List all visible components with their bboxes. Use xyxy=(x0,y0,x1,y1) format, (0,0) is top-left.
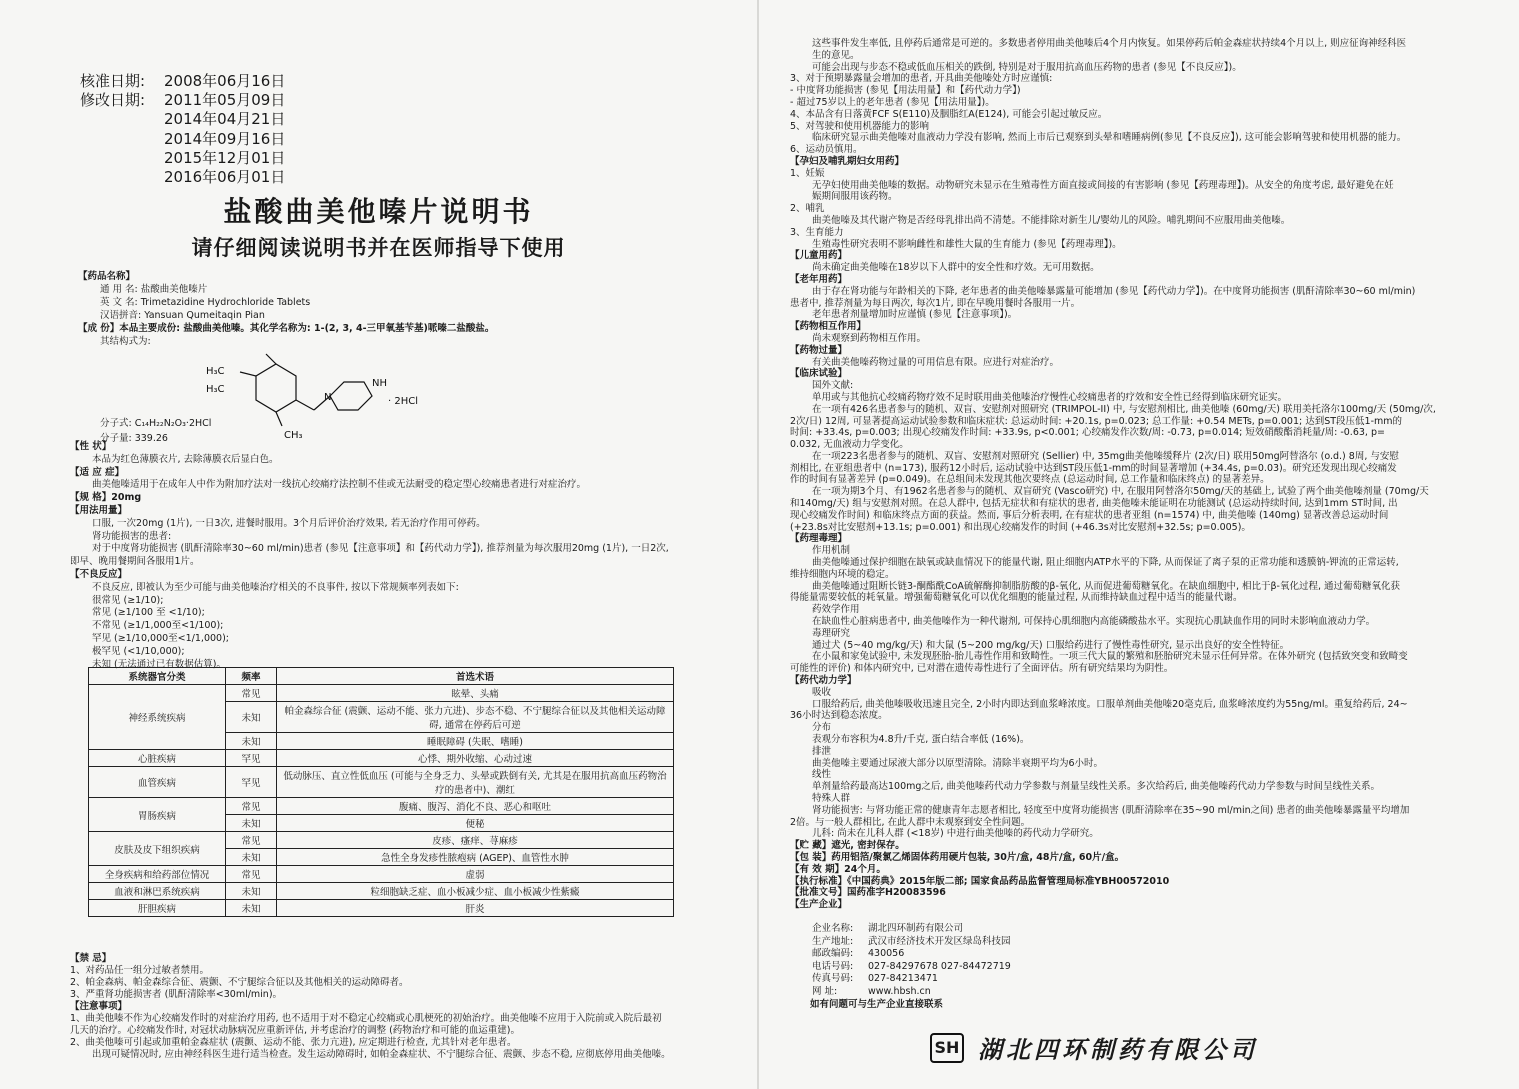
section-heading: 【禁 忌】 xyxy=(70,953,112,964)
date-value: 2014年04月21日 xyxy=(164,110,286,129)
text-line: 药效学作用 xyxy=(812,604,860,616)
text-line: 6、运动员慎用。 xyxy=(790,144,863,156)
table-row xyxy=(89,798,674,815)
preferred-term-cell: 眩晕、头痛 xyxy=(277,685,674,702)
organ-class-cell: 神经系统疾病 xyxy=(89,685,226,750)
text-line: 肾功能损害: 与肾功能正常的健康青年志愿者相比, 轻度至中度肾功能损害 (肌酐清除率在35~90 ml/min之间) 患者的曲美他嗪暴露量平均增加 xyxy=(812,804,1410,816)
frequency-cell: 常见 xyxy=(226,798,277,815)
date-label xyxy=(80,130,164,149)
section-heading: 【药品名称】 xyxy=(78,271,136,282)
section-heading: 【老年用药】 xyxy=(790,273,848,285)
text-line: 其结构式为: xyxy=(100,336,151,347)
text-line: 儿科: 尚未在儿科人群 (<18岁) 中进行曲美他嗪的药代动力学研究。 xyxy=(812,828,1099,840)
text-line: 毒理研究 xyxy=(812,627,851,639)
preferred-term-cell: 粒细胞缺乏症、血小板减少症、血小板减少性紫癜 xyxy=(277,883,674,900)
company-info-label: 传真号码: xyxy=(812,973,854,985)
text-line: 口服, 一次20mg (1片), 一日3次, 进餐时服用。3个月后评价治疗效果, 若无治疗作用可停药。 xyxy=(92,517,486,529)
date-row xyxy=(80,72,285,91)
company-info-row xyxy=(812,961,1011,974)
date-label xyxy=(80,168,164,187)
section-heading: 【性 状】 xyxy=(70,441,112,452)
section-heading: 【用法用量】 xyxy=(70,504,128,516)
page-fold xyxy=(757,0,759,1089)
contraindications-section xyxy=(70,953,671,1061)
text-line: 在一项为期3个月、有1962名患者参与的随机、双盲研究 (Vasco研究) 中, 在服用阿替洛尔50mg/天的基础上, 试验了两个曲美他嗪剂量 (70mg/天 xyxy=(812,486,1429,498)
text-line: 曲美他嗪主要通过尿液大部分以原型清除。清除半衰期平均为6小时。 xyxy=(812,757,1104,769)
section-heading: 【执行标准】《中国药典》2015年版二部; 国家食品药品监督管理局标准YBH00572010 xyxy=(790,875,1170,887)
company-info-value: 湖北四环制药有限公司 xyxy=(868,923,964,934)
section-heading: 【孕妇及哺乳期妇女用药】 xyxy=(790,155,905,167)
text-line: 通 用 名: 盐酸曲美他嗪片 xyxy=(100,284,208,295)
text-line: 36小时达到稳态浓度。 xyxy=(790,710,888,722)
text-line: 由于存在肾功能与年龄相关的下降, 老年患者的曲美他嗪暴露量可能增加 (参见【药代动力学】)。在中度肾功能损害 (肌酐清除率30~60 ml/min) xyxy=(812,285,1416,297)
structural-formula xyxy=(196,352,436,442)
text-line: 患者中, 推荐剂量为每日两次, 每次1片, 即在早晚用餐时各服用一片。 xyxy=(790,297,1081,309)
section-heading: 【生产企业】 xyxy=(790,899,848,911)
text-line: 得能量需要较低的耗氧量。增强葡萄糖氧化可以优化细胞的能量过程, 从而维持缺血过程中适当的能量代谢。 xyxy=(790,592,1243,604)
text-line: 即早、晚用餐期间各服用1片。 xyxy=(70,556,200,568)
section-heading: 【不良反应】 xyxy=(70,568,128,580)
company-logo-mark: SH xyxy=(930,1033,964,1063)
text-line: 1、对药品任一组分过敏者禁用。 xyxy=(70,965,210,976)
text-line: 不常见 (≥1/1,000至<1/100); xyxy=(92,620,224,632)
section-heading: 【药代动力学】 xyxy=(790,675,857,687)
date-label: 核准日期: xyxy=(80,72,146,90)
text-line: 剂相比, 在亚组患者中 (n=173), 服药12小时后, 运动试验中达到ST段压低1-mm的时间显著增加 (+34.4s, p=0.03)。研究还发现出现心绞痛发 xyxy=(790,462,1397,474)
organ-class-cell: 胃肠疾病 xyxy=(89,798,226,832)
text-line: 生殖毒性研究表明不影响雌性和雄性大鼠的生育能力 (参见【药理毒理】)。 xyxy=(812,238,1122,250)
section-heading: 【有 效 期】24个月。 xyxy=(790,863,886,875)
text-line: 3、对于预期暴露量会增加的患者, 开具曲美他嗪处方时应谨慎: xyxy=(790,73,1053,85)
text-line: 现心绞痛发作时间) 和临床终点方面的获益。然而, 事后分析表明, 在有症状的患者亚组 (n=1574) 中, 曲美他嗪 (140mg) 显著改善总运动时间 xyxy=(790,509,1389,521)
company-info-row xyxy=(812,973,1011,986)
text-line: 汉语拼音: Yansuan Qumeitaqin Pian xyxy=(100,310,265,321)
text-line: 排泄 xyxy=(812,745,832,757)
text-line: 极罕见 (<1/10,000); xyxy=(92,645,185,657)
adverse-reactions-table xyxy=(88,667,674,917)
organ-class-cell: 心脏疾病 xyxy=(89,750,226,767)
section-heading: 【药理毒理】 xyxy=(790,533,848,545)
text-line: 3、严重肾功能损害者 (肌酐清除率<30ml/min)。 xyxy=(70,989,283,1000)
text-line: 常见 (≥1/100 至 <1/10); xyxy=(92,607,205,619)
text-line: 这些事件发生率低, 且停药后通常是可逆的。多数患者停用曲美他嗪后4个月内恢复。如果停药后帕金森症状持续4个月以上, 则应征询神经科医 xyxy=(812,38,1407,49)
text-line: 曲美他嗪通过阻断长链3-酮酯酰CoA硫解酶抑制脂肪酸的β-氧化, 从而促进葡萄糖氧化。在缺血细胞中, 相比于β-氧化过程, 通过葡萄糖氧化获 xyxy=(812,580,1401,592)
date-value: 2011年05月09日 xyxy=(164,91,286,110)
table-row xyxy=(89,750,674,767)
text-line: 本品为红色薄膜衣片, 去除薄膜衣后显白色。 xyxy=(92,453,279,465)
company-info-row xyxy=(812,936,1011,949)
text-line: 作的时间有显著差异 (p=0.049)。在总组间未发现其他次要终点 (总运动时间, 总工作量和临床终点) 的显著差异。 xyxy=(790,474,1270,486)
text-line: 未知 (无法通过已有数据估算)。 xyxy=(92,658,226,670)
organ-class-cell: 血管疾病 xyxy=(89,767,226,798)
text-line: 2、哺乳 xyxy=(790,203,825,215)
preferred-term-cell: 虚弱 xyxy=(277,866,674,883)
organ-class-cell: 血液和淋巴系统疾病 xyxy=(89,883,226,900)
text-line: 1、曲美他嗪不作为心绞痛发作时的对症治疗用药, 也不适用于对不稳定心绞痛或心肌梗死的初始治疗。曲美他嗪不应用于入院前或入院后最初 xyxy=(70,1013,662,1024)
text-line: 曲美他嗪适用于在成年人中作为附加疗法对一线抗心绞痛疗法控制不佳或无法耐受的稳定型心绞痛患者进行对症治疗。 xyxy=(92,479,587,491)
preferred-term-cell: 皮疹、瘙痒、荨麻疹 xyxy=(277,832,674,849)
nitrogen-label: N xyxy=(324,392,332,403)
text-line: 3、生育能力 xyxy=(790,226,844,238)
organ-class-cell: 肝胆疾病 xyxy=(89,900,226,917)
organ-class-cell: 皮肤及皮下组织疾病 xyxy=(89,832,226,866)
frequency-cell: 未知 xyxy=(226,849,277,866)
frequency-cell: 未知 xyxy=(226,702,277,733)
section-heading: 【注意事项】 xyxy=(70,1001,128,1012)
text-line: 临床研究显示曲美他嗪对血液动力学没有影响, 然而上市后已观察到头晕和嗜睡病例(参见【不良反应】), 这可能会影响驾驶和使用机器的能力。 xyxy=(812,132,1407,144)
text-line: (+23.8s对比安慰剂+13.1s; p=0.001) 和出现心绞痛发作的时间 (+46.3s对比安慰剂+32.5s; p=0.005)。 xyxy=(790,521,1251,533)
text-line: 几天的治疗。心绞痛发作时, 对冠状动脉病况应重新评估, 并考虑治疗的调整 (药物治疗和可能的血运重建)。 xyxy=(70,1025,521,1036)
document-subtitle: 请仔细阅读说明书并在医师指导下使用 xyxy=(191,236,566,260)
text-line: 2倍。与一般人群相比, 在此人群中未观察到安全性问题。 xyxy=(790,816,1031,828)
table-header: 系统器官分类 xyxy=(89,668,226,685)
preferred-term-cell: 急性全身发疹性脓疱病 (AGEP)、血管性水肿 xyxy=(277,849,674,866)
company-logo xyxy=(930,1030,1258,1065)
right-text-section xyxy=(790,38,1436,911)
preferred-term-cell: 腹痛、腹泻、消化不良、恶心和呕吐 xyxy=(277,798,674,815)
company-info-label: 邮政编码: xyxy=(812,948,854,960)
preferred-term-cell: 心悸、期外收缩、心动过速 xyxy=(277,750,674,767)
date-label xyxy=(80,149,164,168)
hcl-label: · 2HCl xyxy=(388,396,418,407)
frequency-cell: 常见 xyxy=(226,866,277,883)
methyl-label-b: H₃C xyxy=(206,384,225,395)
molecular-formula: 分子式: C₁₄H₂₂N₂O₃·2HCl xyxy=(100,418,212,429)
text-line: 5、对驾驶和使用机器能力的影响 xyxy=(790,120,930,132)
date-value: 2016年06月01日 xyxy=(164,168,286,187)
table-row xyxy=(89,900,674,917)
text-line: 作用机制 xyxy=(812,545,851,557)
preferred-term-cell: 便秘 xyxy=(277,815,674,832)
section-heading: 【批准文号】国药准字H20083596 xyxy=(790,887,946,899)
date-row xyxy=(80,130,285,149)
methyl-label-a: H₃C xyxy=(206,366,225,377)
text-line: 在一项有426名患者参与的随机、双盲、安慰剂对照研究 (TRIMPOL-II) 中, 与安慰剂相比, 曲美他嗪 (60mg/天) 联用美托洛尔100mg/天 (50mg/次, xyxy=(812,403,1436,415)
text-line: 可能会出现与步态不稳或低血压相关的跌倒, 特别是对于服用抗高血压药物的患者 (参见【不良反应】)。 xyxy=(812,61,1242,73)
section-heading: 【药物相互作用】 xyxy=(790,321,867,333)
date-label xyxy=(80,110,164,129)
text-line: 生的意见。 xyxy=(812,49,860,61)
table-row xyxy=(89,866,674,883)
table-row xyxy=(89,767,674,798)
date-label: 修改日期: xyxy=(80,91,146,110)
text-line: 和140mg/天) 组与安慰剂对照。在总人群中, 包括无症状和有症状的患者, 曲美他嗪未能证明在功能测试 (总运动持续时间, 达到1mm ST时间, 出 xyxy=(790,498,1398,510)
company-info-value: 027-84213471 xyxy=(868,973,938,985)
date-row xyxy=(80,91,285,110)
date-value: 2008年06月16日 xyxy=(164,72,286,90)
text-line: 对于中度肾功能损害 (肌酐清除率30~60 ml/min)患者 (参见【注意事项】和【药代动力学】), 推荐剂量为每次服用20mg (1片), 一日2次, xyxy=(92,543,669,555)
approval-dates xyxy=(80,72,285,187)
date-value: 2014年09月16日 xyxy=(164,129,286,148)
contact-note: 如有问题可与生产企业直接联系 xyxy=(810,998,944,1010)
frequency-cell: 常见 xyxy=(226,832,277,849)
text-line: 国外文献: xyxy=(812,380,854,392)
molecular-weight: 分子量: 339.26 xyxy=(100,433,168,444)
company-info-label: 网 址: xyxy=(812,985,838,997)
text-line: 维持细胞内环境的稳定。 xyxy=(790,568,895,580)
text-line: 2、帕金森病、帕金森综合征、震颤、不宁腿综合征以及其他相关的运动障碍者。 xyxy=(70,977,409,988)
table-row xyxy=(89,685,674,702)
date-row xyxy=(80,168,285,187)
text-line: 表观分布容积为4.8升/千克, 蛋白结合率低 (16%)。 xyxy=(812,734,1030,746)
section-heading: 【临床试验】 xyxy=(790,368,848,380)
date-value: 2015年12月01日 xyxy=(164,148,286,167)
text-line: 时间: +33.4s, p=0.003; 出现心绞痛发作时间: +33.9s, p<0.001; 心绞痛发作次数/周: -0.73, p=0.014; 短效硝酸酯消耗量/周: -0.63, p= xyxy=(790,427,1385,439)
drug-name-section xyxy=(78,270,494,348)
company-info-value: www.hbsh.cn xyxy=(868,985,931,997)
text-line: 不良反应, 即被认为至少可能与曲美他嗪治疗相关的不良事件, 按以下常规频率列表如下: xyxy=(92,581,459,593)
text-line: 吸收 xyxy=(812,686,832,698)
date-row xyxy=(80,149,285,168)
text-line: 无孕妇使用曲美他嗪的数据。动物研究未显示在生殖毒性方面直接或间接的有害影响 (参见【药理毒理】)。从安全的角度考虑, 最好避免在妊 xyxy=(812,179,1394,191)
text-line: 单剂量给药最高达100mg之后, 曲美他嗪药代动力学参数与剂量呈线性关系。多次给药后, 曲美他嗪药代动力学参数与时间呈线性关系。 xyxy=(812,781,1380,793)
text-line: 在一项223名患者参与的随机、双盲、安慰剂对照研究 (Sellier) 中, 35mg曲美他嗪缓释片 (2次/日) 联用50mg阿替洛尔 (o.d.) 8周, 与安慰 xyxy=(812,450,1399,462)
text-line: 2次/日) 12周, 可显著提高运动试验参数和临床症状: 总运动时间: +20.1s, p=0.023; 总工作量: +0.54 METs, p=0.001; 达到ST段压低1-mm的 xyxy=(790,415,1403,427)
text-line: 尚未确定曲美他嗪在18岁以下人群中的安全性和疗效。无可用数据。 xyxy=(812,262,1100,274)
preferred-term-cell: 肝炎 xyxy=(277,900,674,917)
company-info-value: 430056 xyxy=(868,948,905,960)
text-line: 罕见 (≥1/10,000至<1/1,000); xyxy=(92,632,229,644)
properties-section xyxy=(70,441,669,671)
company-info-label: 电话号码: xyxy=(812,960,854,972)
text-line: 2、曲美他嗪可引起或加重帕金森症状 (震颤、运动不能、张力亢进), 应定期进行检查, 尤其针对老年患者。 xyxy=(70,1037,517,1048)
frequency-cell: 罕见 xyxy=(226,767,277,798)
text-line: 英 文 名: Trimetazidine Hydrochloride Tablets xyxy=(100,297,311,308)
section-heading: 【药物过量】 xyxy=(790,344,848,356)
table-header: 首选术语 xyxy=(277,668,674,685)
text-line: 1、妊娠 xyxy=(790,167,825,179)
text-line: 特殊人群 xyxy=(812,793,851,804)
text-line: 老年患者剂量增加时应谨慎 (参见【注意事项】)。 xyxy=(812,309,1018,321)
company-info-value: 武汉市经济技术开发区绿岛科技园 xyxy=(868,935,1011,947)
document-title: 盐酸曲美他嗪片说明书 xyxy=(223,195,534,228)
company-info-value: 027-84297678 027-84472719 xyxy=(868,960,1011,972)
text-line: 4、本品含有日落黄FCF S(E110)及胭脂红A(E124), 可能会引起过敏反应。 xyxy=(790,108,1108,120)
text-line: 很常见 (≥1/10); xyxy=(92,594,164,606)
company-info-label: 生产地址: xyxy=(812,935,854,947)
text-line: 曲美他嗪及其代谢产物是否经母乳排出尚不清楚。不能排除对新生儿/婴幼儿的风险。哺乳期间不应服用曲美他嗪。 xyxy=(812,214,1291,226)
section-heading: 【规 格】20mg xyxy=(70,492,142,504)
text-line: 娠期间服用该药物。 xyxy=(812,191,898,203)
date-row xyxy=(80,110,285,129)
company-info-row xyxy=(812,923,1011,936)
section-heading: 【成 份】本品主要成份: 盐酸曲美他嗪。其化学名称为: 1-(2, 3, 4-三甲氧基苄基)哌嗪二盐酸盐。 xyxy=(78,323,495,334)
preferred-term-cell: 低动脉压、直立性低血压 (可能与全身乏力、头晕或跌倒有关, 尤其是在服用抗高血压药物治疗的患者中)、潮红 xyxy=(277,767,674,798)
text-line: 有关曲美他嗪药物过量的可用信息有限。应进行对症治疗。 xyxy=(812,356,1060,368)
organ-class-cell: 全身疾病和给药部位情况 xyxy=(89,866,226,883)
text-line: 分布 xyxy=(812,722,832,734)
text-line: 曲美他嗪通过保护细胞在缺氧或缺血情况下的能量代谢, 阻止细胞内ATP水平的下降, 从而保证了离子泵的正常功能和透膜钠-钾流的正常运转, xyxy=(812,557,1399,569)
frequency-cell: 罕见 xyxy=(226,750,277,767)
text-line: 线性 xyxy=(812,769,832,781)
section-heading: 【儿童用药】 xyxy=(790,250,848,262)
text-line: 0.032, 无血液动力学变化。 xyxy=(790,439,909,451)
frequency-cell: 未知 xyxy=(226,883,277,900)
text-line: 出现可疑情况时, 应由神经科医生进行适当检查。发生运动障碍时, 如帕金森症状、不宁腿综合征、震颤、步态不稳, 应彻底停用曲美他嗪。 xyxy=(92,1049,671,1060)
text-line: 尚未观察到药物相互作用。 xyxy=(812,332,927,344)
table-row xyxy=(89,883,674,900)
section-heading: 【贮 藏】遮光, 密封保存。 xyxy=(790,840,905,852)
text-line: 肾功能损害的患者: xyxy=(92,530,172,542)
preferred-term-cell: 睡眠障碍 (失眠、嗜睡) xyxy=(277,733,674,750)
text-line: 单用或与其他抗心绞痛药物疗效不足时联用曲美他嗪治疗慢性心绞痛患者的疗效和安全性已经得到临床研究证实。 xyxy=(812,391,1288,403)
text-line: 在小鼠和家兔试验中, 未发现胚胎-胎儿毒性作用和致畸性。一项三代大鼠的繁殖和胚胎研究未显示任何异常。在体外研究 (包括致突变和致畸变 xyxy=(812,651,1408,663)
nh-label: NH xyxy=(372,378,387,389)
company-logo-name: 湖北四环制药有限公司 xyxy=(978,1036,1258,1064)
table-header: 频率 xyxy=(226,668,277,685)
frequency-cell: 常见 xyxy=(226,685,277,702)
table-row xyxy=(89,832,674,849)
section-heading: 【包 装】药用铝箔/聚氯乙烯固体药用硬片包装, 30片/盒, 48片/盒, 60片/盒。 xyxy=(790,851,1125,863)
frequency-cell: 未知 xyxy=(226,900,277,917)
company-info xyxy=(812,923,1011,1011)
text-line: 可能性的评价) 和体内研究中, 已对潜在遗传毒性进行了全面评估。所有研究结果均为阴性。 xyxy=(790,663,1174,675)
text-line: 在缺血性心脏病患者中, 曲美他嗪作为一种代谢剂, 可保持心肌细胞内高能磷酸盐水平。实现抗心肌缺血作用的同时未影响血液动力学。 xyxy=(812,616,1376,628)
company-info-row xyxy=(812,948,1011,961)
methyl-label-c: CH₃ xyxy=(284,430,303,441)
company-info-label: 企业名称: xyxy=(812,923,854,934)
company-info-row xyxy=(812,986,1011,999)
section-heading: 【适 应 症】 xyxy=(70,466,125,478)
text-line: 通过犬 (5~40 mg/kg/天) 和大鼠 (5~200 mg/kg/天) 口服给药进行了慢性毒性研究, 显示出良好的安全性特征。 xyxy=(812,639,1290,651)
text-line: 口服给药后, 曲美他嗪吸收迅速且完全, 2小时内即达到血浆峰浓度。口服单剂曲美他嗪20毫克后, 血浆峰浓度约为55ng/ml。重复给药后, 24~ xyxy=(812,698,1408,710)
text-line: - 超过75岁以上的老年患者 (参见【用法用量】)。 xyxy=(790,96,995,108)
text-line: - 中度肾功能损害 (参见【用法用量】和【药代动力学】) xyxy=(790,85,1021,97)
preferred-term-cell: 帕金森综合征 (震颤、运动不能、张力亢进)、步态不稳、不宁腿综合征以及其他相关运动障碍, 通常在停药后可逆 xyxy=(277,702,674,733)
frequency-cell: 未知 xyxy=(226,733,277,750)
frequency-cell: 未知 xyxy=(226,815,277,832)
